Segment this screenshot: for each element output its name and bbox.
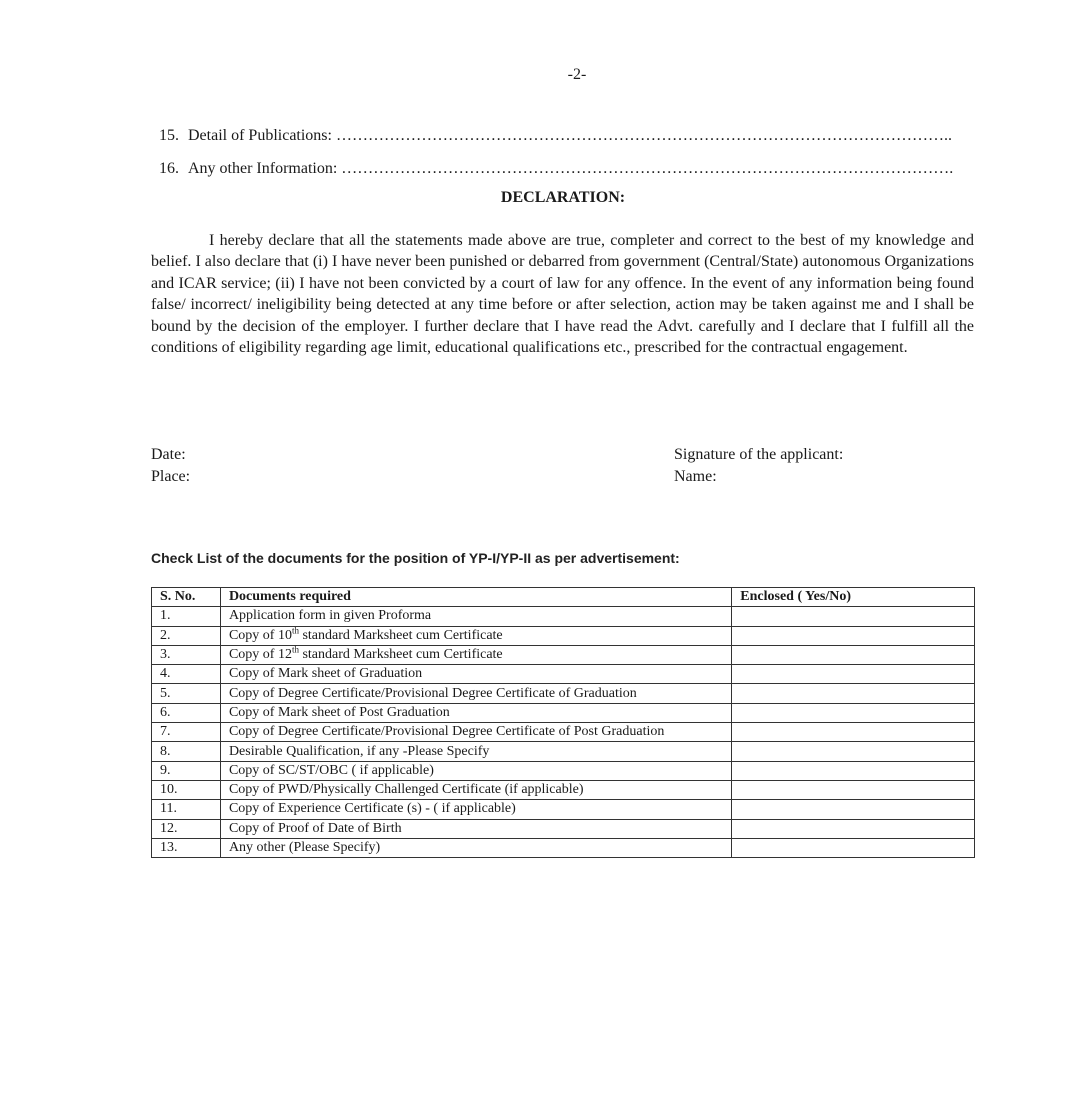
row-enclosed-cell[interactable] bbox=[732, 819, 975, 838]
row-document: Copy of Degree Certificate/Provisional Degree Certificate of Post Graduation bbox=[220, 723, 731, 742]
row-enclosed-cell[interactable] bbox=[732, 780, 975, 799]
row-document: Copy of SC/ST/OBC ( if applicable) bbox=[220, 761, 731, 780]
row-enclosed-cell[interactable] bbox=[732, 723, 975, 742]
table-row bbox=[152, 742, 975, 761]
row-number: 5. bbox=[152, 684, 221, 703]
table-row bbox=[152, 800, 975, 819]
table-row bbox=[152, 780, 975, 799]
row-document: Copy of Degree Certificate/Provisional Degree Certificate of Graduation bbox=[220, 684, 731, 703]
row-document bbox=[220, 645, 731, 664]
checklist-table bbox=[151, 587, 975, 858]
table-row bbox=[152, 684, 975, 703]
row-enclosed-cell[interactable] bbox=[732, 645, 975, 664]
field-other-information bbox=[159, 160, 953, 178]
column-header-sno: S. No. bbox=[152, 588, 221, 607]
field-dots: ……………………………………………………………………………………………………. bbox=[341, 160, 954, 177]
table-row bbox=[152, 626, 975, 645]
row-document: Copy of Experience Certificate (s) - ( if applicable) bbox=[220, 800, 731, 819]
row-enclosed-cell[interactable] bbox=[732, 761, 975, 780]
table-row bbox=[152, 665, 975, 684]
date-place-block bbox=[151, 444, 190, 488]
column-header-documents: Documents required bbox=[220, 588, 731, 607]
row-number: 1. bbox=[152, 607, 221, 626]
row-enclosed-cell[interactable] bbox=[732, 800, 975, 819]
row-enclosed-cell[interactable] bbox=[732, 665, 975, 684]
table-row bbox=[152, 645, 975, 664]
name-label: Name: bbox=[674, 468, 717, 485]
field-number: 16. bbox=[159, 160, 179, 177]
row-document-post: standard Marksheet cum Certificate bbox=[298, 627, 503, 643]
row-document: Copy of Mark sheet of Post Graduation bbox=[220, 703, 731, 722]
row-document: Copy of Mark sheet of Graduation bbox=[220, 665, 731, 684]
field-label: Any other Information: bbox=[188, 160, 338, 177]
row-number: 2. bbox=[152, 626, 221, 645]
row-enclosed-cell[interactable] bbox=[732, 838, 975, 857]
table-row bbox=[152, 723, 975, 742]
row-enclosed-cell[interactable] bbox=[732, 607, 975, 626]
row-document bbox=[220, 626, 731, 645]
row-enclosed-cell[interactable] bbox=[732, 742, 975, 761]
row-enclosed-cell[interactable] bbox=[732, 684, 975, 703]
row-number: 3. bbox=[152, 645, 221, 664]
column-header-enclosed: Enclosed ( Yes/No) bbox=[732, 588, 975, 607]
row-document-sup: th bbox=[291, 625, 299, 636]
row-number: 4. bbox=[152, 665, 221, 684]
checklist-heading: Check List of the documents for the position of YP-I/YP-II as per advertisement: bbox=[151, 550, 680, 566]
row-enclosed-cell[interactable] bbox=[732, 626, 975, 645]
row-document: Copy of Proof of Date of Birth bbox=[220, 819, 731, 838]
page-number: -2- bbox=[567, 66, 587, 83]
declaration-title: DECLARATION: bbox=[500, 189, 626, 206]
field-publications bbox=[159, 127, 952, 145]
signature-block bbox=[674, 444, 843, 488]
row-number: 7. bbox=[152, 723, 221, 742]
table-row bbox=[152, 703, 975, 722]
date-label: Date: bbox=[151, 446, 186, 463]
row-number: 11. bbox=[152, 800, 221, 819]
row-enclosed-cell[interactable] bbox=[732, 703, 975, 722]
row-number: 12. bbox=[152, 819, 221, 838]
row-document-pre: Copy of 10 bbox=[228, 627, 292, 643]
table-row bbox=[152, 838, 975, 857]
field-number: 15. bbox=[159, 127, 179, 144]
row-document: Copy of PWD/Physically Challenged Certificate (if applicable) bbox=[220, 780, 731, 799]
row-number: 6. bbox=[152, 703, 221, 722]
table-header-row bbox=[152, 588, 975, 607]
declaration-body: I hereby declare that all the statements made above are true, completer and correct to the best of my knowledge and belief. I also declare that (i) I have never been punished or debarred from government (Central/State) autonomous Organizations and ICAR service; (ii) I have not been convicted by a court of law for any offence. In the event of any information being found false/ incorrect/ ineligibility being detected at any time before or after selection, action may be taken against me and I shall be bound by the decision of the employer. I further declare that I have read the Advt. carefully and I declare that I fulfill all the conditions of eligibility regarding age limit, educational qualifications etc., prescribed for the contractual engagement. bbox=[151, 232, 974, 357]
row-document-sup: th bbox=[291, 644, 299, 655]
field-label: Detail of Publications: bbox=[188, 127, 332, 144]
row-document: Desirable Qualification, if any -Please Specify bbox=[220, 742, 731, 761]
table-row bbox=[152, 819, 975, 838]
signature-label: Signature of the applicant: bbox=[674, 446, 844, 463]
row-number: 10. bbox=[152, 780, 221, 799]
place-label: Place: bbox=[151, 468, 191, 485]
row-document: Any other (Please Specify) bbox=[220, 838, 731, 857]
row-document-post: standard Marksheet cum Certificate bbox=[298, 647, 503, 663]
row-document: Application form in given Proforma bbox=[220, 607, 731, 626]
row-number: 8. bbox=[152, 742, 221, 761]
table-row bbox=[152, 761, 975, 780]
table-row bbox=[152, 607, 975, 626]
row-number: 9. bbox=[152, 761, 221, 780]
field-dots: …………………………………………………………………………………………………….. bbox=[335, 127, 952, 144]
row-number: 13. bbox=[152, 838, 221, 857]
row-document-pre: Copy of 12 bbox=[228, 647, 292, 663]
